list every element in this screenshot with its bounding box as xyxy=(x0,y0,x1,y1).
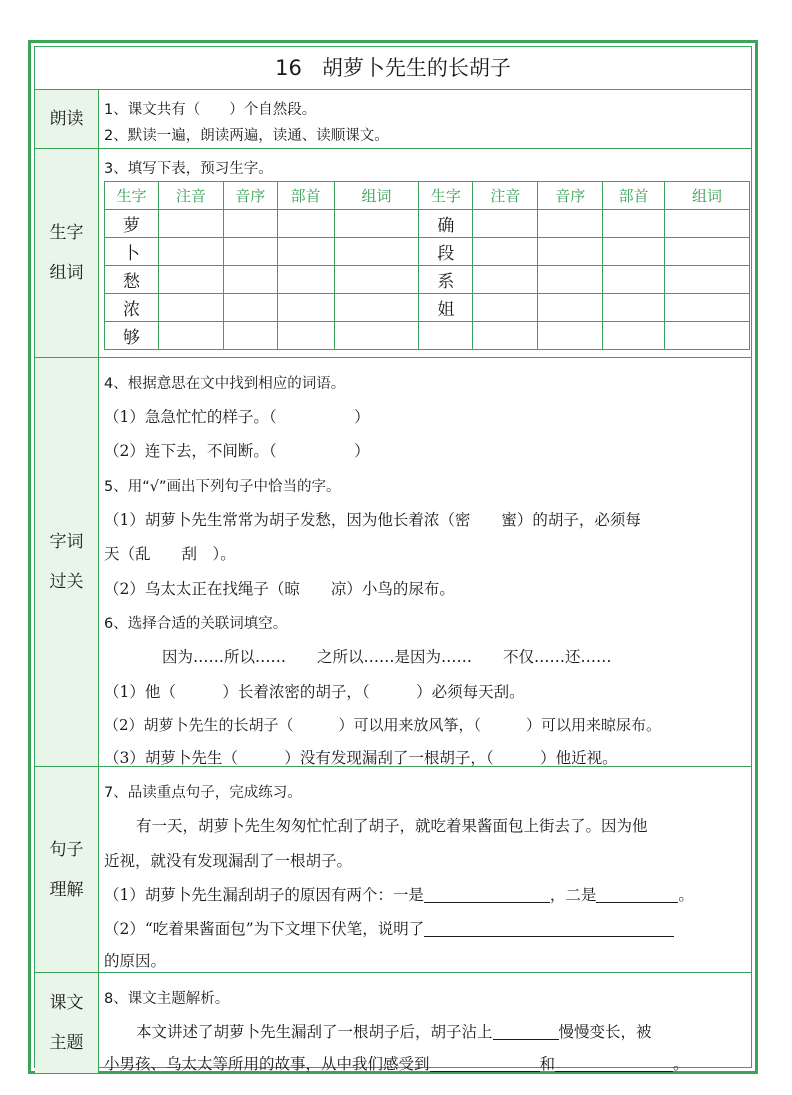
answer-cell[interactable] xyxy=(538,238,603,266)
answer-cell[interactable] xyxy=(473,210,538,238)
question-6-3: （3）胡萝卜先生（ ）没有发现漏刮了一根胡子，（ ）他近视。 xyxy=(104,749,618,767)
character-table xyxy=(104,181,750,350)
question-6-1: （1）他（ ）长着浓密的胡子，（ ）必须每天刮。 xyxy=(104,683,525,701)
char-cell: 够 xyxy=(105,322,159,350)
answer-cell[interactable] xyxy=(223,266,277,294)
question-1: 1、课文共有（ ）个自然段。 xyxy=(104,102,317,118)
table-row xyxy=(105,266,750,294)
section-words xyxy=(35,358,751,767)
answer-cell[interactable] xyxy=(158,238,223,266)
theme-line-2: 小男孩、乌太太等所用的故事，从中我们感受到 和 。 xyxy=(104,1055,689,1073)
section-reading xyxy=(35,90,751,149)
char-cell: 萝 xyxy=(105,210,159,238)
question-5-1b: 天（乱 刮 ）。 xyxy=(104,545,236,563)
answer-blank[interactable] xyxy=(555,1055,673,1072)
question-7-2: （2）“吃着果酱面包”为下文埋下伏笔，说明了 xyxy=(104,917,674,939)
page-title xyxy=(35,47,751,90)
header-cell: 组词 xyxy=(665,182,750,210)
answer-cell[interactable] xyxy=(603,210,665,238)
answer-cell[interactable] xyxy=(277,210,334,238)
answer-cell[interactable] xyxy=(277,266,334,294)
answer-cell[interactable] xyxy=(665,238,750,266)
table-row xyxy=(105,294,750,322)
char-cell: 愁 xyxy=(105,266,159,294)
table-row xyxy=(105,238,750,266)
header-cell: 部首 xyxy=(603,182,665,210)
table-header-row xyxy=(105,182,750,210)
header-cell: 注音 xyxy=(158,182,223,210)
answer-cell[interactable] xyxy=(473,322,538,350)
char-cell: 段 xyxy=(419,238,473,266)
section-label-characters: 生字 组词 xyxy=(35,149,99,357)
question-7-2-end: 的原因。 xyxy=(104,952,167,970)
section-characters xyxy=(35,149,751,358)
question-4-2: （2）连下去，不间断。（ ） xyxy=(104,442,370,460)
question-6: 6、选择合适的关联词填空。 xyxy=(104,616,288,632)
answer-cell[interactable] xyxy=(277,294,334,322)
answer-cell[interactable] xyxy=(603,294,665,322)
table-row xyxy=(105,322,750,350)
worksheet-frame xyxy=(28,40,758,1074)
answer-cell[interactable] xyxy=(665,210,750,238)
answer-cell[interactable] xyxy=(538,266,603,294)
answer-cell[interactable] xyxy=(223,294,277,322)
answer-cell[interactable] xyxy=(473,294,538,322)
theme-line-1: 本文讲述了胡萝卜先生漏刮了一根胡子后，胡子沾上 慢慢变长，被 xyxy=(136,1023,652,1041)
question-7-1: （1）胡萝卜先生漏刮胡子的原因有两个：一是 ，二是 。 xyxy=(104,886,694,904)
answer-cell[interactable] xyxy=(603,266,665,294)
answer-cell[interactable] xyxy=(603,238,665,266)
question-7: 7、品读重点句子，完成练习。 xyxy=(104,785,302,801)
header-cell: 组词 xyxy=(334,182,419,210)
passage-line-1: 有一天，胡萝卜先生匆匆忙忙刮了胡子，就吃着果酱面包上街去了。因为他 xyxy=(136,817,648,835)
answer-cell[interactable] xyxy=(223,238,277,266)
answer-blank[interactable] xyxy=(424,920,674,937)
answer-blank[interactable] xyxy=(424,886,550,903)
question-8: 8、课文主题解析。 xyxy=(104,991,230,1007)
section-label-reading: 朗读 xyxy=(35,90,99,148)
answer-cell[interactable] xyxy=(473,266,538,294)
question-6-2: （2）胡萝卜先生的长胡子（ ）可以用来放风筝，（ ）可以用来晾尿布。 xyxy=(104,716,662,734)
char-cell: 确 xyxy=(419,210,473,238)
worksheet-inner xyxy=(34,46,752,1073)
answer-cell[interactable] xyxy=(334,210,419,238)
answer-cell[interactable] xyxy=(277,238,334,266)
question-4: 4、根据意思在文中找到相应的词语。 xyxy=(104,376,346,392)
header-cell: 生字 xyxy=(105,182,159,210)
question-5-2: （2）乌太太正在找绳子（晾 凉）小鸟的尿布。 xyxy=(104,580,455,598)
char-cell: 姐 xyxy=(419,294,473,322)
answer-cell[interactable] xyxy=(334,294,419,322)
char-cell: 浓 xyxy=(105,294,159,322)
answer-cell[interactable] xyxy=(538,210,603,238)
answer-cell[interactable] xyxy=(158,210,223,238)
answer-blank[interactable] xyxy=(596,886,678,903)
section-label-theme: 课文 主题 xyxy=(35,973,99,1073)
question-2: 2、默读一遍，朗读两遍，读通、读顺课文。 xyxy=(104,128,389,144)
header-cell: 注音 xyxy=(473,182,538,210)
header-cell: 生字 xyxy=(419,182,473,210)
answer-cell[interactable] xyxy=(158,266,223,294)
answer-cell[interactable] xyxy=(538,294,603,322)
section-label-sentence: 句子 理解 xyxy=(35,767,99,972)
char-cell: 卜 xyxy=(105,238,159,266)
answer-blank[interactable] xyxy=(430,1055,540,1072)
answer-cell[interactable] xyxy=(603,322,665,350)
answer-cell[interactable] xyxy=(665,294,750,322)
conjunction-options: 因为……所以…… 之所以……是因为…… 不仅……还…… xyxy=(162,648,612,666)
header-cell: 音序 xyxy=(538,182,603,210)
answer-cell[interactable] xyxy=(665,266,750,294)
answer-cell[interactable] xyxy=(538,322,603,350)
section-theme xyxy=(35,973,751,1073)
answer-cell[interactable] xyxy=(334,322,419,350)
char-cell: 系 xyxy=(419,266,473,294)
question-4-1: （1）急急忙忙的样子。（ ） xyxy=(104,408,370,426)
question-5-1a: （1）胡萝卜先生常常为胡子发愁，因为他长着浓（密 蜜）的胡子，必须每 xyxy=(104,511,641,529)
header-cell: 部首 xyxy=(277,182,334,210)
answer-cell[interactable] xyxy=(665,322,750,350)
answer-cell[interactable] xyxy=(158,294,223,322)
section-label-words: 字词 过关 xyxy=(35,358,99,766)
answer-cell[interactable] xyxy=(277,322,334,350)
answer-cell[interactable] xyxy=(334,238,419,266)
answer-cell[interactable] xyxy=(223,210,277,238)
header-cell: 音序 xyxy=(223,182,277,210)
answer-cell[interactable] xyxy=(158,322,223,350)
question-3: 3、填写下表，预习生字。 xyxy=(104,161,273,177)
lesson-number: 16 xyxy=(275,56,302,80)
answer-cell[interactable] xyxy=(473,238,538,266)
question-5: 5、用“√”画出下列句子中恰当的字。 xyxy=(104,479,341,495)
answer-cell[interactable] xyxy=(334,266,419,294)
passage-line-2: 近视，就没有发现漏刮了一根胡子。 xyxy=(104,852,353,870)
lesson-title: 胡萝卜先生的长胡子 xyxy=(321,56,511,80)
section-sentence xyxy=(35,767,751,973)
answer-cell[interactable] xyxy=(223,322,277,350)
table-row xyxy=(105,210,750,238)
answer-blank[interactable] xyxy=(493,1023,559,1040)
char-cell xyxy=(419,322,473,350)
